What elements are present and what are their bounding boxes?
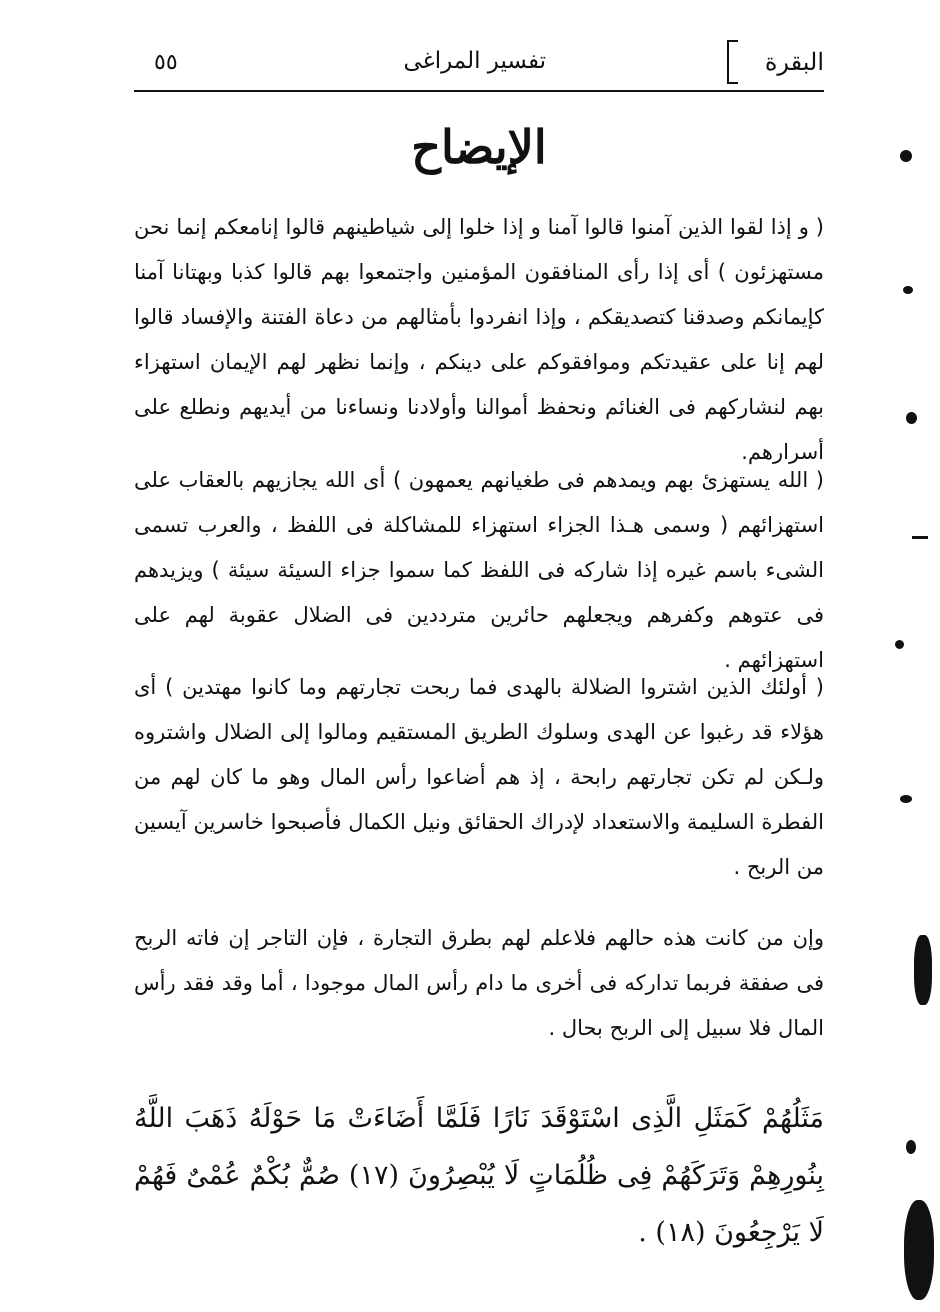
scan-speck (903, 286, 913, 294)
scan-speck (900, 150, 912, 162)
commentary-paragraph: ( و إذا لقوا الذين آمنوا قالوا آمنا و إذا خلوا إلى شياطينهم قالوا إنامعكم إنما نحن مستهزئون ) أى إذا رأى المنافقون المؤمنين واجتمعوا بهم قالوا كذبا وبهتانا آمنا كإيمانكم وصدقنا كتصديقكم ، وإذا انفردوا بأمثالهم من دعاة الفتنة والإفساد قالوا لهم إنا على عقيدتكم وموافقوكم على دينكم ، وإنما نظهر لهم الإيمان استهزاء بهم لنشاركهم فى الغنائم ونحفظ أموالنا وأولادنا ونساءنا من أيديهم ونطلع على أسرارهم. (134, 215, 824, 464)
scan-speck (906, 412, 917, 424)
running-header (134, 38, 824, 90)
scan-speck (895, 640, 904, 649)
running-book-title: تفسير المراغى (403, 48, 546, 74)
commentary-paragraph: ( الله يستهزئ بهم ويمدهم فى طغيانهم يعمهون ) أى الله يجازيهم بالعقاب على استهزائهم ( وسمى هـذا الجزاء استهزاء للمشاكلة فى اللفظ ، والعرب تسمى الشىء باسم غيره إذا شاركه فى اللفظ كما سموا جزاء السيئة سيئة ) ويزيدهم فى عتوهم وكفرهم ويجعلهم حائرين مترددين فى الضلال عقوبة لهم على استهزائهم . (134, 468, 824, 672)
section-title: الإيضاح (411, 120, 547, 174)
commentary-paragraph: وإن من كانت هذه حالهم فلاعلم لهم بطرق التجارة ، فإن التاجر إن فاته الربح فى صفقة فربما تداركه فى أخرى ما دام رأس المال موجودا ، أما وقد فقد رأس المال فلا سبيل إلى الربح بحال . (134, 926, 824, 1040)
scan-speck (912, 536, 928, 539)
scan-speck (900, 795, 912, 803)
page-number: ٥٥ (154, 50, 178, 75)
running-surah-name: البقرة (764, 48, 824, 76)
scan-smudge (904, 1200, 934, 1300)
header-bracket (727, 40, 738, 84)
header-rule (134, 90, 824, 92)
scan-speck (906, 1140, 916, 1154)
quran-verse: مَثَلُهُمْ كَمَثَلِ الَّذِى اسْتَوْقَدَ نَارًا فَلَمَّا أَضَاءَتْ مَا حَوْلَهُ ذَهَبَ اللَّهُ بِنُورِهِمْ وَتَرَكَهُمْ فِى ظُلُمَاتٍ لَا يُبْصِرُونَ (١٧) صُمٌّ بُكْمٌ عُمْىٌ فَهُمْ لَا يَرْجِعُونَ (١٨) . (134, 1103, 824, 1248)
scan-smudge (914, 935, 932, 1005)
commentary-paragraph: ( أولئك الذين اشتروا الضلالة بالهدى فما ربحت تجارتهم وما كانوا مهتدين ) أى هؤلاء قد رغبوا عن الهدى وسلوك الطريق المستقيم ومالوا إلى الضلال واشتروه ولـكن لم تكن تجارتهم رابحة ، إذ هم أضاعوا رأس المال وهو ما كان لهم من الفطرة السليمة والاستعداد لإدراك الحقائق ونيل الكمال فأصبحوا خاسرين آيسين من الربح . (134, 675, 824, 879)
